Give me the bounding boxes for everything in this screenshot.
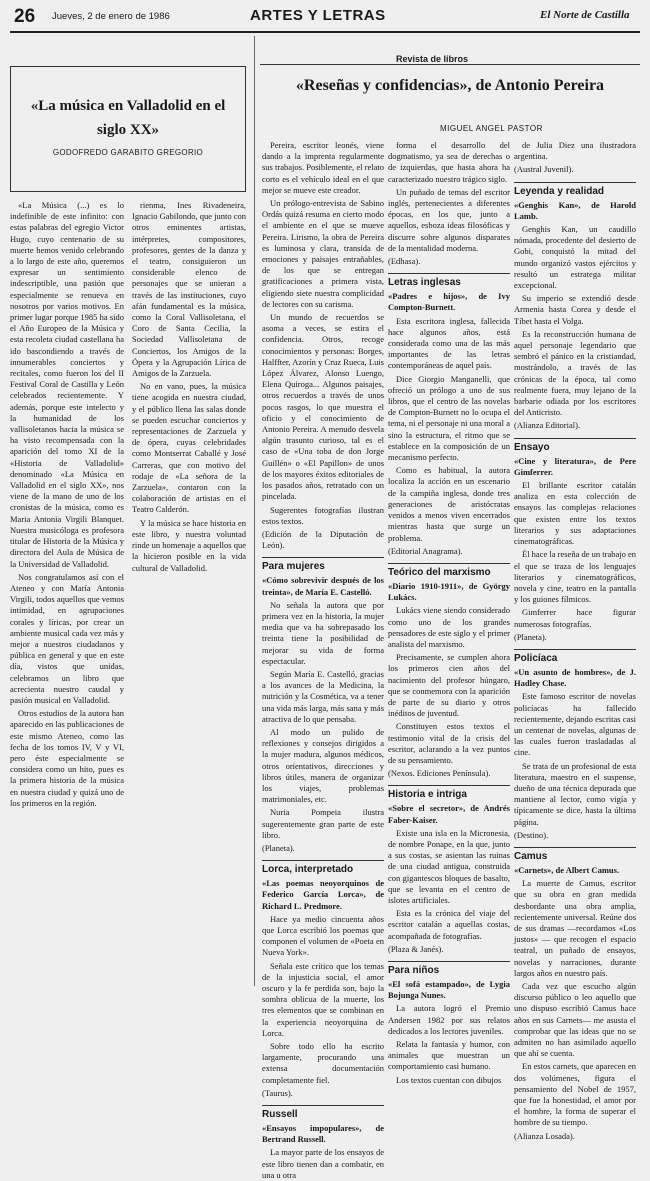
paragraph: forma el desarrollo del dogmatismo, ya sea de derechas o de izquierdas, que hasta ahora ha caracterizado nuestro trágico siglo. (388, 140, 510, 184)
book-title: «Carnets», de Albert Camus. (514, 864, 620, 875)
paragraph: Nos congratulamos así con el Ateneo y con María Antonia Virgili, todos aquellos que vemos intimidad, en agrupaciones corales y líricas, por crear un ambiente musical cada vez más y mejor a nuestros ciudadanos y pública en general y que en este día, vistos que unidas, celebramos un libro que acrecienta nuestro caudal y pasión musical en Valladolid. (10, 571, 124, 705)
paragraph: Un mundo de recuerdos se asoma a veces, se estira el confidencia. Otros, recoge conocimientos y personas: Borges, Halffter, Azorín y Cruz Rueca, Luis López Álvarez, Alonso Luengo, Elena Quiroga... Algunos paisajes, otros recuerdos a través de unos pocos rasgos, lo que muestra el oficio y el conocimiento de Antonio Pereira. A menudo desvela algún trasunto curioso, tal es el caso de «Una toba de don Jorge Guillén» o «El Papillon» de unos de los mayores éxitos editoriales de los pasados años, retratado con un pincelada. (262, 312, 384, 502)
paragraph: Esta escritora inglesa, fallecida hace algunos años, está considerada como una de las más importantes de las letras contemporáneas de aquel país. (388, 315, 510, 371)
section-heading: Para mujeres (262, 557, 384, 572)
book-title: «Padres e hijos», de Ivy Compton-Burnett. (388, 291, 510, 313)
paragraph: La muerte de Camus, escritor que su obra en gran medida desbordante una obra amplia, recientemente universal. Reúne dos de sus dramas —recordamos «Los justos» — que recogen el espacio teatral, un puñado de ensayos, novelas y narraciones, durante largos años en nuestro país. (514, 878, 636, 978)
section-title: ARTES Y LETRAS (250, 7, 386, 24)
section-heading: Camus (514, 847, 636, 862)
paragraph: Su imperio se extendió desde Armenia hasta Corea y desde el Tíbet hasta el Volga. (514, 293, 636, 326)
review-rule (260, 64, 640, 65)
publisher: (Edición de la Diputación de León). (262, 528, 384, 551)
paragraph: «La Música (...) es lo indefinible de este infinito: con estas palabras del egregio Victor Hugo, cuyo centenario de su muerte hemos venido celebrando a lo largo de este año, queremos expresar un sentimiento indescriptible, una pasión que especialmente se renueva en nosotros por varios motivos. En primer lugar porque 1985 ha sido el Año Europeo de la Música y esta recoleta ciudad castellana ha ido bascondiendo a través de innumerables conciertos y recitales, como fueron los del II Festival Coral de Castilla y León celebrados recientemente. Y además, porque este intelecto y la humanidad de los vallisoletanos hacia la música se ha visto recompensada con la aparición del tomo XI de la «Historia de Valladolid» denominado «La Música en Valladolid en el siglo XX», nos viene de la mano de uno de los cronistas de la música, como es Maria Antonia Virgili Blanquet. Nuestra musicóloga es profesora titular de Historia de la Música y directora del Aula de Música de la Universidad de Valladolid. (10, 200, 124, 569)
paragraph: Precisamente, se cumplen ahora los primeros cien años del nacimiento del profesor húngaro, que se conmemora con la aparición de parte de su diario y otros inéditos de juventud. (388, 652, 510, 719)
paragraph: Sobre todo ello ha escrito largamente, procurando una extensa documentación completamente fiel. (262, 1041, 384, 1085)
paragraph: Según María E. Castelló, gracias a los avances de la Medicina, la nutrición y la Cosmética, va a tener una vida más larga, más sana y más atractiva de lo que pensaba. (262, 668, 384, 724)
review-column-3 (514, 140, 636, 1141)
newspaper-name: El Norte de Castilla (540, 9, 630, 21)
paragraph: Él hace la reseña de un trabajo en el que se traza de los lenguajes literarios y cinematográficos, novela y cine, teatro en la pantalla y los guiones fílmicos. (514, 549, 636, 605)
paragraph: Cada vez que escucho algún discurso público o leo aquello que uno dispuso escribió Camus hace años en sus Carnets— me asusta el comprobar que las ideas que no se admiten no han asimilado aquello que ahí se cuenta. (514, 981, 636, 1059)
section-heading: Policíaca (514, 649, 636, 664)
paragraph: Lukács viene siendo considerado como uno de los grandes pensadores de este siglo y el primer analista del marxismo. (388, 605, 510, 649)
book-title: «Un asunto de hombres», de J. Hadley Chase. (514, 666, 636, 689)
paragraph: Dice Giorgio Manganelli, que ofreció un prólogo a uno de sus libros, que el centro de las novelas de Compton-Burnett no lo ocupa el tema, ni el personaje ni una moral a sino la estructura, el ritmo que se establece en la composición de un mecanismo perfecto. (388, 373, 510, 463)
paragraph: Esta es la crónica del viaje del escritor catalán a aquellas costas, acompañada de fotografías. (388, 908, 510, 941)
section-heading: Leyenda y realidad (514, 182, 636, 197)
paragraph: Gimferrer hace figurar numerosas fotografías. (514, 607, 636, 629)
paragraph: El brillante escritor catalán analiza en esta colección de ensayos las complejas relaciones que existen entre los textos literarios y sus adaptaciones cinematográficas. (514, 480, 636, 547)
paragraph: Es la reconstrucción humana de aquel personaje legendario que sembró el pánico en la cristiandad, mostrándolo, a través de las crónicas de la época, tal como realmente fuera, muy lejano de la barbarie odiada por los escritores del Anticristo. (514, 328, 636, 418)
paragraph: Y la música se hace historia en este libro, y nuestra voluntad rinde un homenaje a aquellos que la hicieron posible en la vida cultural de Valladolid. (132, 517, 247, 573)
review-column-2 (388, 140, 510, 1085)
paragraph: No señala la autora que por primera vez en la historia, la mujer media que va ha sobrepasado los treinta tiene la posibilidad de mejorar su vida de forma espectacular. (262, 599, 384, 666)
paragraph: La mayor parte de los ensayos de este libro tienen dan a combatir, en una u otra (262, 1147, 384, 1180)
book-title: «Cine y literatura», de Pere Gimferrer. (514, 455, 636, 477)
page-header (0, 0, 650, 26)
review-byline: MIGUEL ANGEL PASTOR (440, 124, 543, 133)
book-title: «Genghis Kan», de Harold Lamb. (514, 199, 636, 221)
publisher: (Alianza Losada). (514, 1130, 575, 1141)
section-heading: Lorca, interpretado (262, 860, 384, 875)
paragraph: Constituyen estos textos el testimonio vital de la crisis del escritor, aclarando a la vez puntos de su pensamiento. (388, 721, 510, 765)
paragraph: Sugerentes fotografías ilustran estos textos. (262, 504, 384, 526)
article-column-1 (10, 200, 124, 985)
section-heading: Historia e intriga (388, 785, 510, 800)
paragraph: Los textos cuentan con dibujos (396, 1074, 502, 1085)
section-heading: Letras inglesas (388, 273, 510, 288)
page-number: 26 (14, 6, 36, 27)
paragraph: Existe una isla en la Micronesia, de nombre Ponape, en la que, junto a sus costas, se asientan las ruinas de una ciudad antigua, construida con gigantescos bloques de basalto, que se levanta en el centro de islotes artificiales. (388, 827, 510, 905)
section-heading: Russell (262, 1105, 384, 1120)
article-byline: GODOFREDO GARABITO GREGORIO (52, 148, 204, 157)
book-title: «Ensayos impopulares», de Bertrand Russell. (262, 1123, 384, 1145)
paragraph: rienma, Ines Rivadeneira, Ignacio Gabilondo, que junto con otros eminentes artistas, intérpretes, compositores, profesores, gentes de la danza y el teatro, consiguieron un considerable elenco de personajes que se unieran a través de las instituciones, cuyo afán fundamental es la música, como la Coral Vallisoletana, el Coro de Santa Cecilia, la Sociedad Vallisoletana de Conciertos, los Amigos de la Ópera y la Agrupación Lírica de Amigos de la Zarzuela. (132, 200, 247, 379)
publisher: (Destino). (514, 829, 549, 840)
section-heading: Teórico del marxismo (388, 563, 510, 578)
paragraph: Un prólogo-entrevista de Sabino Ordás quizá resuma en cierto modo el ambiente en el que se mueve Pereira. Lirismo, la obra de Pereira es luminosa y clara, transida de emociones y paisajes entrañables, de los que se entregan gratificaciones a primera vista, eligiendo siete nuestra complicidad de lectores con su carisma. (262, 198, 384, 309)
paragraph: No en vano, pues, la música tiene acogida en nuestra ciudad, y el público llena las salas donde se pueden escuchar conciertos y representaciones de Zarzuela y de ópera, cuyas celebridades como Montserrat Caballé y José Carreras, que con motivo del rodaje de «La señora de la Zarzuela», contaron con la colaboración de artistas en el Teatro Calderón. (132, 381, 246, 515)
review-column-1 (262, 140, 384, 1180)
publisher: (Alianza Editorial). (514, 420, 581, 431)
paragraph: Genghis Kan, un caudillo nómada, procedente del desierto de Gobi, conquistó la mitad del mundo organizó vastos ejércitos y resultó un estratega militar excepcional. (514, 224, 636, 291)
publisher: (Plaza & Janés). (388, 943, 444, 954)
paragraph: Este famoso escritor de novelas policíacas ha fallecido recientemente, dejando escritas casi un centenar de novelas, algunas de las cuales fueron trasladadas al cine. (514, 691, 636, 758)
paragraph: Como es habitual, la autora localiza la acción en un escenario de la campiña inglesa, donde tres generaciones de aristócratas venidos a menos viven encerrados mientras hasta que surge un problema. (388, 465, 510, 543)
review-headline: «Reseñas y confidencias», de Antonio Pereira (295, 77, 605, 94)
paragraph: Un puñado de temas del escritor inglés, pertenecientes a diferentes épocas, en los que, junto a aquellos, esboza ideas filosóficas y discurre sobre algunos disparates de la mentalidad moderna. (388, 186, 510, 253)
paragraph: En estos carnets, que aparecen en dos volúmenes, figura el pensamiento del Nobel de 1957, que fue la honestidad, el amor por el hombre, la forma de superar el hombre de su tiempo. (514, 1061, 636, 1128)
publisher: (Nexos. Ediciones Península). (388, 768, 491, 779)
book-title: «Sobre el secretor», de Andrés Faber-Kaiser. (388, 803, 510, 825)
book-title: «Las poemas neoyorquinos de Federico García Lorca», de Richard L. Predmore. (262, 878, 384, 911)
article-column-2 (132, 200, 246, 985)
publisher: (Edhasa). (388, 256, 421, 267)
section-heading: Ensayo (514, 438, 636, 453)
paragraph: Pereira, escritor leonés, viene dando a la imprenta regularmente sus trabajos. Posiblemente, el relato corto es el vehículo ideal en el que mejor se mueve este creador. (262, 140, 384, 195)
article-headline: «La música en Valladolid en el siglo XX» (30, 98, 226, 138)
paragraph: Señala este crítico que los temas de la injusticia social, el amor oscuro y la fe perdida son, bajo la sombra oblicua de la muerte, los tres elementos que se combinan en la experiencia neoyorquina de Lorca. (262, 960, 384, 1038)
paragraph: Al modo un pulido de reflexiones y consejos dirigidos a la mujer madura, algunos médicos, otros orientativos, direcciones y libros útiles, manera de organizar los viajes, problemas matrimoniales, etc. (262, 726, 384, 805)
paragraph: Se trata de un profesional de esta literatura, maestro en el suspense, dueño de una técnica depurada que mantiene al lector, como vigía y típicamente se dice, hasta la última página. (514, 760, 636, 827)
paragraph: Hace ya medio cincuenta años que Lorca escribió los poemas que componen el volumen de «Poeta en Nueva York». (262, 913, 384, 958)
publisher: (Planeta). (262, 842, 295, 853)
book-title: «Cómo sobrevivir después de los treinta», de María E. Castelló. (262, 575, 384, 597)
publisher: (Taurus). (262, 1087, 293, 1098)
book-title: «Diario 1910-1911», de György Lukács. (388, 580, 510, 603)
paragraph: Otros estudios de la autora han aparecido en las publicaciones de este mismo Ateneo, como las fecha de los tomos IV, V y VI, pero éste especialmente se considera como un hito, pues es la primera historia de la música en nuestra ciudad y quizá uno de los primeros en la región. (10, 708, 124, 808)
paragraph: de Julia Diez una ilustradora argentina. (514, 140, 636, 162)
paragraph: Relata la fantasía y humor, con animales que muestran un comportamiento casi humano. (388, 1039, 510, 1072)
paragraph: Nuria Pompeia ilustra sugerentemente gran parte de este libro. (262, 807, 384, 840)
section-heading: Para niños (388, 961, 510, 976)
issue-date: Jueves, 2 de enero de 1986 (52, 11, 170, 22)
column-divider (254, 36, 255, 986)
section-tag: Revista de libros (396, 54, 469, 64)
publisher: (Planeta). (514, 631, 547, 642)
header-rule (10, 31, 640, 33)
publisher: (Austral Juvenil). (514, 164, 574, 175)
book-title: «El sofá estampado», de Lygia Bojunga Nunes. (388, 979, 510, 1001)
paragraph: La autora logró el Premio Andersen 1982 por sus relatos dedicados a los lectores juveniles. (388, 1003, 510, 1036)
publisher: (Editorial Anagrama). (388, 545, 463, 556)
